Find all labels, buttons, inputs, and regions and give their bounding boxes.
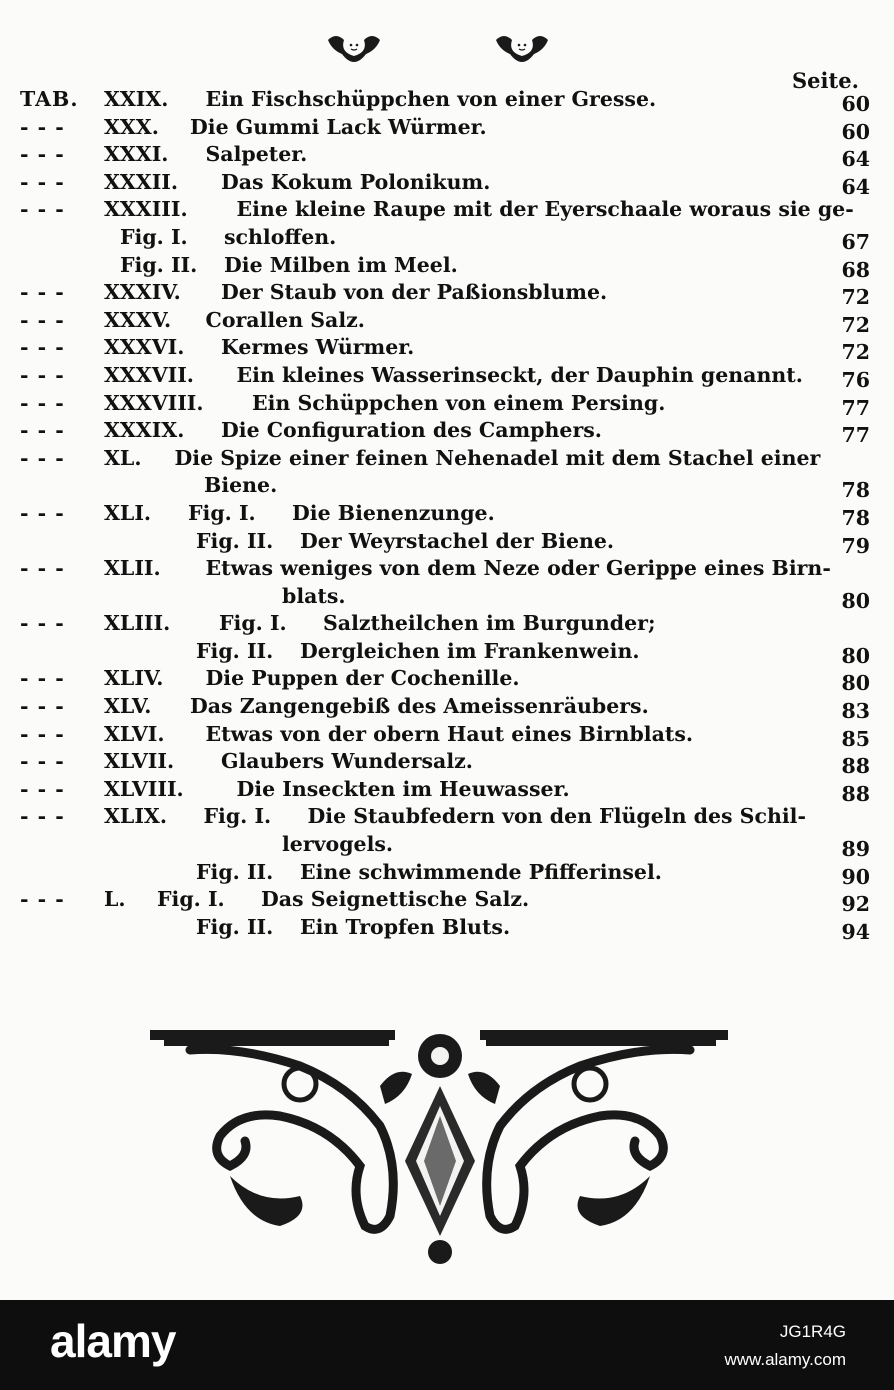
plate-description: Salpeter. <box>205 142 308 167</box>
plate-number: XL. <box>104 445 142 470</box>
page-number: 72 <box>841 340 870 365</box>
figure-label: Fig. II. <box>196 859 274 884</box>
page-number: 89 <box>841 837 870 862</box>
plate-description: Eine schwimmende Pfifferinsel. <box>300 859 662 884</box>
toc-row <box>20 583 870 611</box>
toc-row <box>20 610 870 638</box>
plate-description: Die Spize einer feinen Nehenadel mit dem Stachel einer <box>174 445 821 470</box>
toc-row <box>20 417 870 448</box>
toc-row <box>20 500 870 528</box>
toc-row <box>20 279 870 310</box>
page-column-heading: Seite. <box>792 68 859 93</box>
plate-number: XLIV. <box>104 666 164 691</box>
page-number: 85 <box>841 726 870 751</box>
page-number: 72 <box>841 312 870 337</box>
page-number: 77 <box>841 423 870 448</box>
plate-number: XXIX. <box>104 87 169 111</box>
plate-description: Ein Fischschüppchen von einer Gresse. <box>205 87 657 111</box>
plate-number: XXXVIII. <box>104 390 204 415</box>
page-number: 77 <box>841 395 870 420</box>
toc-prefix: - - - <box>20 694 65 719</box>
plate-description: Das Zangengebiß des Ameissenräubers. <box>190 694 649 719</box>
plate-description: blats. <box>282 583 346 608</box>
toc-prefix: - - - <box>20 142 65 167</box>
plate-description: Das Seignettische Salz. <box>261 887 530 912</box>
plate-number: XXXIII. <box>104 197 188 222</box>
figure-label: Fig. I. <box>157 887 225 912</box>
plate-number: XXXI. <box>104 142 169 167</box>
ornamental-tailpiece <box>150 1026 730 1266</box>
toc-prefix: - - - <box>20 721 65 746</box>
plate-number: XXX. <box>104 114 159 139</box>
toc-prefix: - - - <box>20 887 65 912</box>
page-number: 64 <box>841 174 870 199</box>
page-number: 78 <box>841 505 870 530</box>
toc-prefix: - - - <box>20 418 65 443</box>
toc-prefix: - - - <box>20 335 65 360</box>
page-number: 79 <box>841 533 870 558</box>
toc-prefix: - - - <box>20 445 65 470</box>
toc-row <box>20 803 870 831</box>
plate-number: XLV. <box>104 694 152 719</box>
figure-label: Fig. I. <box>188 500 256 525</box>
page-number: 60 <box>841 92 870 116</box>
toc-row <box>20 252 870 280</box>
toc-prefix: - - - <box>20 197 65 222</box>
plate-description: Die Staubfedern von den Flügeln des Schil- <box>307 804 806 829</box>
page-number: 83 <box>841 699 870 724</box>
plate-description: Das Kokum Polonikum. <box>221 169 491 194</box>
plate-description: Ein Schüppchen von einem Persing. <box>252 390 666 415</box>
watermark-footer <box>0 1300 894 1390</box>
toc-row <box>20 638 870 666</box>
plate-description: Ein Tropfen Bluts. <box>300 914 511 939</box>
figure-label: Fig. I. <box>219 611 287 636</box>
toc-prefix: - - - <box>20 114 65 139</box>
toc-prefix: - - - <box>20 280 65 305</box>
plate-number: XLIII. <box>104 611 171 636</box>
page-number: 92 <box>841 892 870 917</box>
page-number: 64 <box>841 147 870 172</box>
toc-row <box>20 307 870 335</box>
plate-description: Der Staub von der Paßionsblume. <box>221 280 608 305</box>
plate-description: Die Bienenzunge. <box>292 500 495 525</box>
plate-description: Die Inseckten im Heuwasser. <box>236 776 570 801</box>
figure-label: Fig. I. <box>203 804 272 829</box>
toc-prefix: - - - <box>20 666 65 691</box>
toc-prefix: - - - <box>20 390 65 415</box>
plate-description: Dergleichen im Frankenwein. <box>300 638 640 663</box>
plate-number: XLIX. <box>104 804 167 829</box>
toc-row <box>20 334 870 365</box>
plate-description: Die Gummi Lack Würmer. <box>190 114 487 139</box>
toc-row <box>20 362 870 390</box>
plate-description: Kermes Würmer. <box>221 335 415 360</box>
image-code: JG1R4G <box>779 1322 846 1341</box>
toc-prefix: - - - <box>20 804 65 829</box>
toc-prefix: - - - <box>20 776 65 801</box>
plate-description: Salztheilchen im Burgunder; <box>323 611 656 636</box>
plate-number: XXXV. <box>104 307 172 332</box>
toc-row <box>20 665 870 696</box>
figure-label: Fig. II. <box>196 528 274 553</box>
plate-number: XLVI. <box>104 721 165 746</box>
figure-label: Fig. II. <box>120 252 198 277</box>
brand-logo: alamy <box>50 1315 176 1367</box>
plate-description: Etwas von der obern Haut eines Birnblats. <box>205 721 694 746</box>
plate-description: Die Puppen der Cochenille. <box>205 666 520 691</box>
page-number: 80 <box>841 588 870 613</box>
plate-description: Der Weyrstachel der Biene. <box>300 528 615 553</box>
toc-row <box>20 114 870 142</box>
page-number: 88 <box>841 781 870 806</box>
toc-row <box>20 445 870 473</box>
toc-prefix: - - - <box>20 307 65 332</box>
plate-number: XXXII. <box>104 169 179 194</box>
page-number: 94 <box>841 919 870 944</box>
toc-prefix: - - - <box>20 362 65 387</box>
page-number: 60 <box>841 119 870 144</box>
page-number: 68 <box>841 257 870 282</box>
plate-description: Ein kleines Wasserinseckt, der Dauphin genannt. <box>236 362 803 387</box>
plate-description: Etwas weniges von dem Neze oder Gerippe eines Birn- <box>205 556 831 581</box>
page-number: 88 <box>841 754 870 779</box>
plate-number: XXXVII. <box>104 362 194 387</box>
plate-description: schloffen. <box>224 224 337 249</box>
toc-row <box>20 831 870 862</box>
figure-label: Fig. I. <box>120 224 188 249</box>
toc-prefix: - - - <box>20 556 65 581</box>
page-number: 67 <box>841 229 870 254</box>
toc-row <box>20 748 870 779</box>
toc-row <box>20 390 870 418</box>
toc-row <box>20 693 870 724</box>
plate-number: XLII. <box>104 556 161 581</box>
toc-row <box>20 86 870 114</box>
toc-row <box>20 141 870 172</box>
toc-row <box>20 555 870 583</box>
toc-row <box>20 886 870 917</box>
plate-description: Corallen Salz. <box>205 307 365 332</box>
plate-description: Eine kleine Raupe mit der Eyerschaale woraus sie ge- <box>236 197 854 222</box>
toc-prefix: - - - <box>20 611 65 636</box>
toc-row <box>20 472 870 503</box>
page-number: 76 <box>841 367 870 392</box>
plate-description: Die Configuration des Camphers. <box>221 418 602 443</box>
toc-row <box>20 776 870 804</box>
plate-number: XXXVI. <box>104 335 185 360</box>
plate-number: XLVIII. <box>104 776 184 801</box>
plate-number: XLI. <box>104 500 152 525</box>
plate-number: XXXIX. <box>104 418 185 443</box>
figure-label: Fig. II. <box>196 914 274 939</box>
toc-row <box>20 914 870 942</box>
toc-row <box>20 169 870 197</box>
plate-number: XLVII. <box>104 749 175 774</box>
toc-row <box>20 528 870 556</box>
plate-number: XXXIV. <box>104 280 181 305</box>
plate-description: Biene. <box>204 473 278 498</box>
toc-row <box>20 721 870 749</box>
toc-prefix: - - - <box>20 749 65 774</box>
plate-description: lervogels. <box>282 832 394 857</box>
toc-prefix: TAB. <box>20 87 79 111</box>
table-of-plates <box>20 86 870 944</box>
page-number: 72 <box>841 285 870 310</box>
page-number: 80 <box>841 643 870 668</box>
toc-prefix: - - - <box>20 500 65 525</box>
cherub-head-ornament-right <box>494 30 550 64</box>
page-number: 80 <box>841 671 870 696</box>
website-url: www.alamy.com <box>724 1350 846 1369</box>
toc-row <box>20 224 870 252</box>
plate-description: Glaubers Wundersalz. <box>221 749 473 774</box>
toc-prefix: - - - <box>20 169 65 194</box>
page-number: 90 <box>841 864 870 889</box>
plate-description: Die Milben im Meel. <box>224 252 458 277</box>
page-number: 78 <box>841 478 870 503</box>
toc-row <box>20 859 870 887</box>
plate-number: L. <box>104 887 126 912</box>
toc-row <box>20 196 870 224</box>
cherub-head-ornament-left <box>326 30 382 64</box>
figure-label: Fig. II. <box>196 638 274 663</box>
